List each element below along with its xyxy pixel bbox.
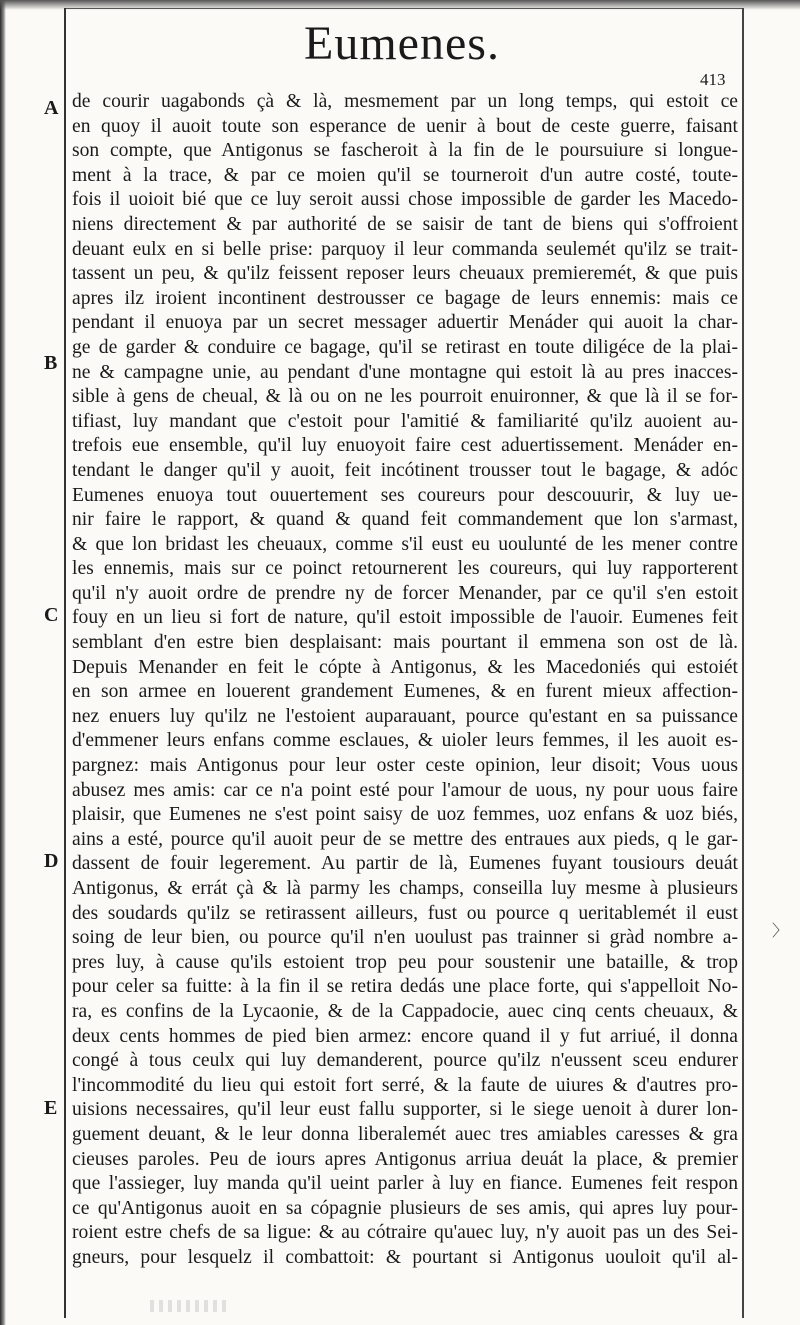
text-line: cieuses paroles. Peu de iours apres Antigonus arriua deuát la place, & premier xyxy=(72,1148,738,1170)
text-line: les ennemis, mais sur ce poinct retournerent les coureurs, qui luy rapporterent xyxy=(72,558,738,580)
text-line: deux cents hommes de pied bien armez: encore quand il y fut arriué, il donna xyxy=(72,1025,738,1047)
text-line: de courir uagabonds çà & là, mesmement par un long temps, qui estoit ce xyxy=(72,91,738,112)
faint-bleed-through xyxy=(150,1300,230,1312)
text-line: en son armee en louerent grandement Eumenes, & en furent mieux affection- xyxy=(72,681,738,703)
text-line: semblant d'en estre bien desplaisant: mais pourtant il emmena son ost de là. xyxy=(72,632,738,654)
text-line: sible à gens de cheual, & là ou on ne les pourroit enuironner, & que là il se for- xyxy=(72,386,738,408)
text-line: apres ilz iroient incontinent destrousser ce bagage de leurs ennemis: mais ce xyxy=(72,287,738,309)
text-line: tifiast, luy mandant que c'estoit pour l'amitié & familiarité qu'ilz auoient au- xyxy=(72,410,738,432)
text-line: ains a esté, pource qu'il auoit peur de se mettre des entraues aux pieds, q le gar- xyxy=(72,828,738,850)
text-line: dassent de fouir legerement. Au partir de là, Eumenes fuyant tousiours deuát xyxy=(72,853,738,875)
text-line: Eumenes enuoya tout ouuertement ses coureurs pour descouurir, & luy ue- xyxy=(72,484,738,506)
body-text xyxy=(72,90,738,1271)
margin-letter-c: C xyxy=(44,604,59,626)
margin-letter-d: D xyxy=(44,850,59,872)
text-line: Depuis Menander en feit le cópte à Antigonus, & les Macedoniés qui estoiét xyxy=(72,656,738,678)
text-line: Antigonus, & errát çà & là parmy les champs, conseilla luy mesme à plusieurs xyxy=(72,878,738,899)
text-line: roient estre chefs de sa ligue: & au cótraire qu'auec luy, n'y auoit pas un des Sei- xyxy=(72,1222,738,1244)
text-line: gneurs, pour lesquelz il combattoit: & pourtant si Antigonus uouloit qu'il al- xyxy=(72,1246,738,1268)
text-line: fois il uoioit bié que ce luy seroit aussi chose impossible de garder les Macedo- xyxy=(72,189,738,211)
text-line: tassent un peu, & qu'ilz feissent reposer leurs cheuaux premieremét, & que puis xyxy=(72,263,738,285)
text-line: congé à tous ceulx qui luy demanderent, pource qu'ilz n'eussent sceu endurer xyxy=(72,1050,738,1072)
margin-letter-a: A xyxy=(44,97,59,119)
text-line: en quoy il auoit toute son esperance de uenir à bout de ceste guerre, faisant xyxy=(72,115,738,137)
text-line: soing de leur bien, ou pource qu'il n'en uoulust pas trainner si gràd nombre a- xyxy=(72,927,738,949)
margin-letter-e: E xyxy=(44,1097,58,1119)
text-line: pour celer sa fuitte: à la fin il se retira dedás une place forte, qui s'appelloit No- xyxy=(72,976,738,998)
text-line: que l'assieger, luy manda qu'il ueint parler à luy en fiance. Eumenes feit respon xyxy=(72,1173,738,1195)
text-line: plaisir, que Eumenes ne s'est point saisy de uoz femmes, uoz enfans & uoz biés, xyxy=(72,804,738,826)
text-line: uisions necessaires, qu'il leur eust fallu supporter, si le siege uenoit à durer lon- xyxy=(72,1099,738,1121)
text-line: d'emmener leurs enfans comme esclaues, & uioler leurs femmes, il les auoit es- xyxy=(72,730,738,752)
top-rule xyxy=(66,8,742,9)
margin-letter-b: B xyxy=(44,352,58,374)
text-line: pargnez: mais Antigonus pour leur oster ceste opinion, leur disoit; Vous uous xyxy=(72,755,738,777)
text-line: nez enuers luy qu'ilz ne l'estoient auparauant, pource qu'estant en sa puissance xyxy=(72,705,738,727)
text-line: ment à la trace, & par ce moien qu'il se tourneroit d'un autre costé, toute- xyxy=(72,164,738,186)
text-line: guement deuant, & le leur donna liberalemét auec tres amiables caresses & gra xyxy=(72,1123,738,1145)
text-line: & que lon bridast les cheuaux, comme s'il eust eu uoulunté de les mener contre xyxy=(72,533,738,555)
running-title: Eumenes. xyxy=(304,17,500,70)
text-line: nir faire le rapport, & quand & quand feit commandement que lon s'armast, xyxy=(72,509,738,531)
text-line: ce qu'Antigonus auoit en sa cópagnie plusieurs de ses amis, qui apres luy pour- xyxy=(72,1197,738,1219)
text-line: ne & campagne unie, au pendant d'une montagne qui estoit là au pres inacces- xyxy=(72,361,738,383)
text-line: niens directement & par authorité de se saisir de tant de biens qui s'offroient xyxy=(72,213,738,235)
stray-mark: 〉 xyxy=(772,921,789,940)
text-line: l'incommodité du lieu qui estoit fort serré, & la faute de uiures & d'autres pro- xyxy=(72,1074,738,1096)
text-line: qu'il n'y auoit ordre de prendre ny de forcer Menander, par ce qu'il s'en estoit xyxy=(72,582,738,604)
text-line: ra, es confins de la Lycaonie, & de la Cappadocie, auec cinq cents cheuaux, & xyxy=(72,1000,738,1022)
text-line: son compte, que Antigonus se fascheroit à la fin de le poursuiure si longue- xyxy=(72,140,738,162)
text-line: des soudards qu'ilz se retirassent ailleurs, fust ou pource q ueritablemét il eust xyxy=(72,902,738,924)
text-line: tendant le danger qu'il y auoit, feit incótinent trousser tout le bagage, & adóc xyxy=(72,459,738,481)
text-line: pendant il enuoya par un secret messager aduertir Menáder qui auoit la char- xyxy=(72,312,738,334)
text-line: deuant eulx en si belle prise: parquoy il leur commanda seulemét qu'ilz se trait- xyxy=(72,238,738,260)
text-line: abusez mes amis: car ce n'a point esté pour l'amour de uous, ny pour uous faire xyxy=(72,779,738,801)
text-line: ge de garder & conduire ce bagage, qu'il se retirast en toute diligéce de la plai- xyxy=(72,336,738,358)
text-line: fouy en un lieu si fort de nature, qu'il estoit impossible de l'auoir. Eumenes feit xyxy=(72,607,738,629)
text-line: pres luy, à cause qu'ils estoient trop peu pour soustenir une bataille, & trop xyxy=(72,951,738,973)
text-line: trefois eue ensemble, qu'il luy enuoyoit faire cest aduertissement. Menáder en- xyxy=(72,435,738,457)
page-number: 413 xyxy=(700,70,726,89)
scan-edge-left xyxy=(0,0,6,1325)
